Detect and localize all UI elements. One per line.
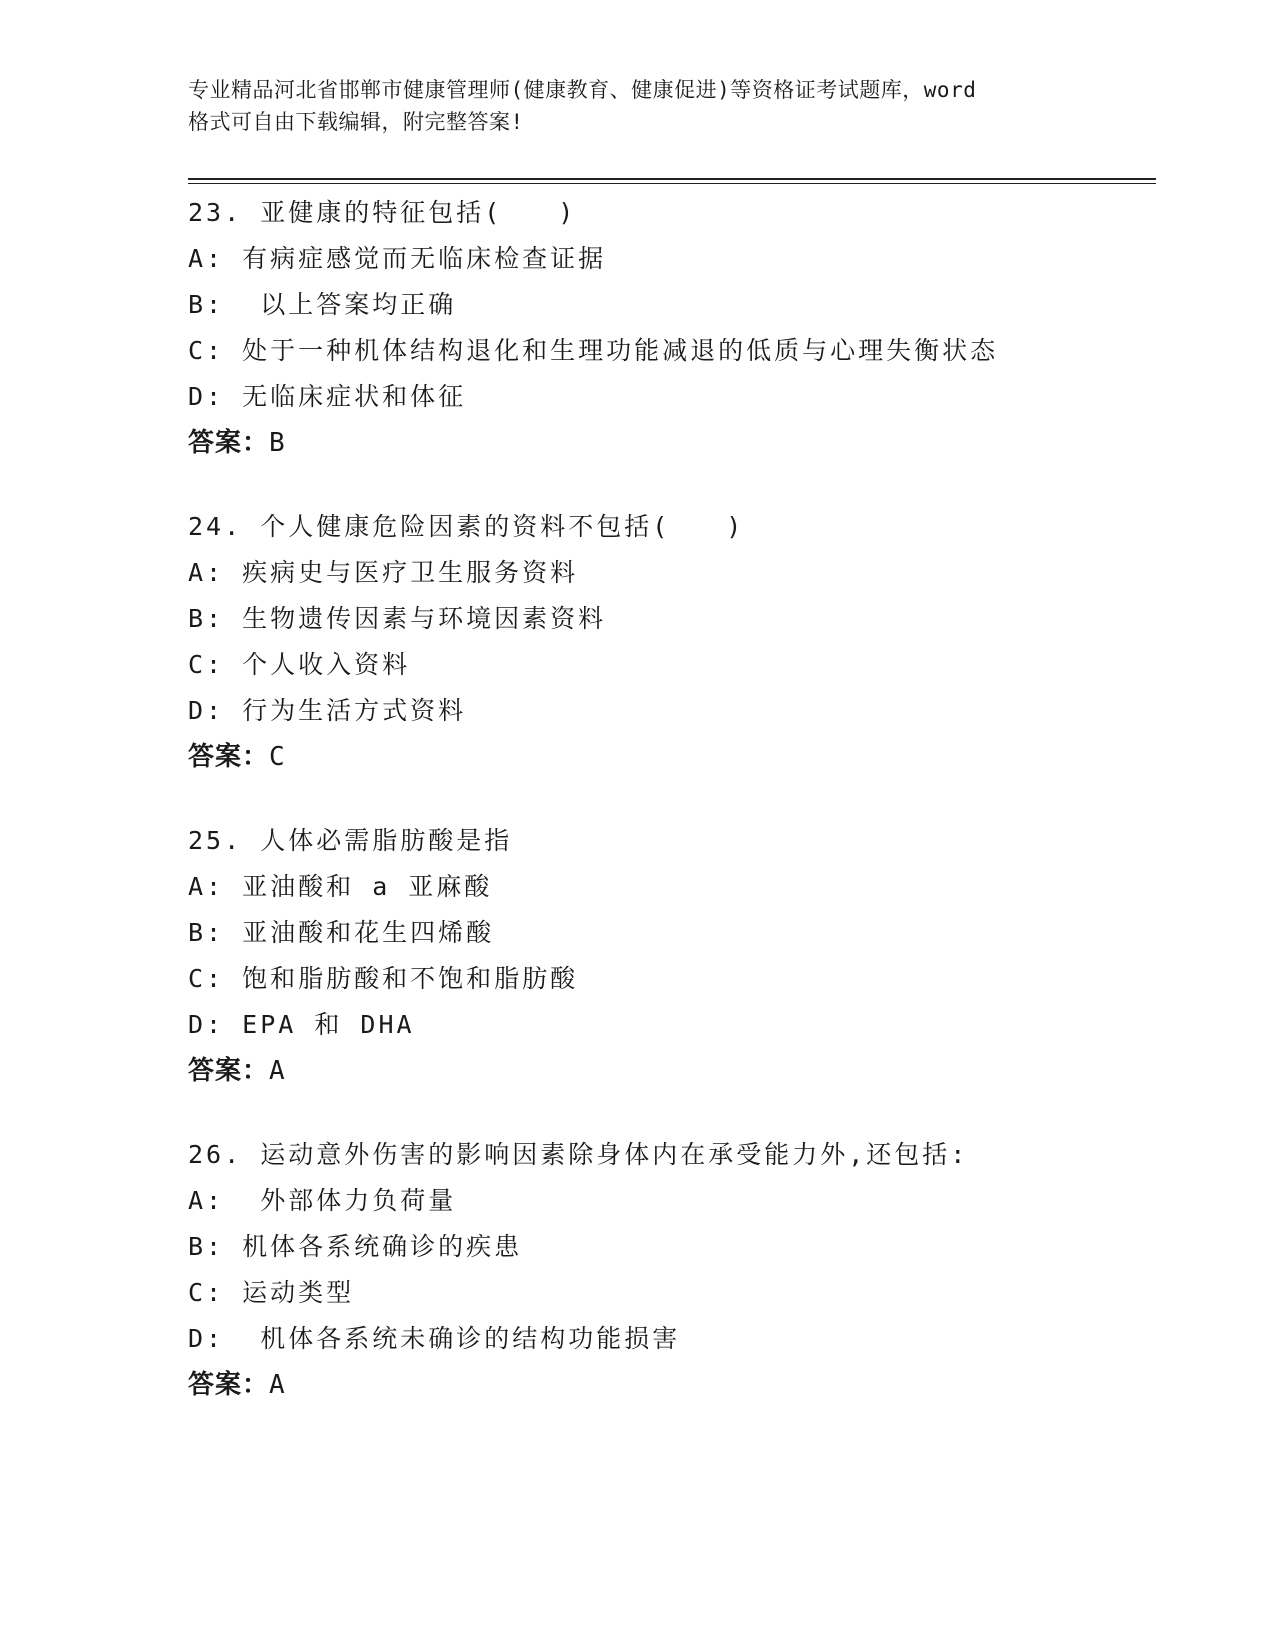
header-line-2: 格式可自由下载编辑，附完整答案! — [188, 110, 524, 134]
option-c: C: 个人收入资料 — [188, 650, 411, 679]
question-list — [188, 190, 1148, 1446]
question-25 — [188, 818, 1148, 1094]
option-a: A: 有病症感觉而无临床检查证据 — [188, 244, 607, 273]
answer-label: 答案： — [188, 1056, 270, 1086]
answer-value: C — [269, 742, 286, 772]
option-b: B: 机体各系统确诊的疾患 — [188, 1232, 523, 1261]
question-stem: 26. 运动意外伤害的影响因素除身体内在承受能力外,还包括: — [188, 1140, 969, 1169]
answer-label: 答案： — [188, 1370, 270, 1400]
answer-line — [188, 734, 1148, 780]
question-26 — [188, 1132, 1148, 1408]
option-d: D: 无临床症状和体征 — [188, 382, 467, 411]
option-b: B: 亚油酸和花生四烯酸 — [188, 918, 495, 947]
question-24 — [188, 504, 1148, 780]
answer-line — [188, 420, 1148, 466]
option-b: B: 生物遗传因素与环境因素资料 — [188, 604, 607, 633]
answer-value: A — [269, 1370, 286, 1400]
question-stem: 24. 个人健康危险因素的资料不包括( ) — [188, 512, 745, 541]
question-stem: 25. 人体必需脂肪酸是指 — [188, 826, 513, 855]
header-divider-thin — [188, 183, 1156, 184]
option-c: C: 饱和脂肪酸和不饱和脂肪酸 — [188, 964, 579, 993]
answer-line — [188, 1048, 1148, 1094]
answer-value: A — [269, 1056, 286, 1086]
option-b: B: 以上答案均正确 — [188, 290, 457, 319]
answer-label: 答案： — [188, 428, 270, 458]
option-a: A: 外部体力负荷量 — [188, 1186, 457, 1215]
option-a: A: 疾病史与医疗卫生服务资料 — [188, 558, 579, 587]
header-line-1: 专业精品河北省邯郸市健康管理师(健康教育、健康促进)等资格证考试题库，word — [188, 78, 977, 102]
option-c: C: 处于一种机体结构退化和生理功能减退的低质与心理失衡状态 — [188, 336, 999, 365]
answer-label: 答案： — [188, 742, 270, 772]
question-stem: 23. 亚健康的特征包括( ) — [188, 198, 577, 227]
option-d: D: 行为生活方式资料 — [188, 696, 467, 725]
option-a: A: 亚油酸和 a 亚麻酸 — [188, 872, 493, 901]
option-d: D: 机体各系统未确诊的结构功能损害 — [188, 1324, 681, 1353]
question-23 — [188, 190, 1148, 466]
answer-value: B — [269, 428, 286, 458]
page-header — [188, 74, 1088, 138]
header-divider-thick — [188, 178, 1156, 180]
option-c: C: 运动类型 — [188, 1278, 355, 1307]
option-d: D: EPA 和 DHA — [188, 1010, 415, 1039]
answer-line — [188, 1362, 1148, 1408]
